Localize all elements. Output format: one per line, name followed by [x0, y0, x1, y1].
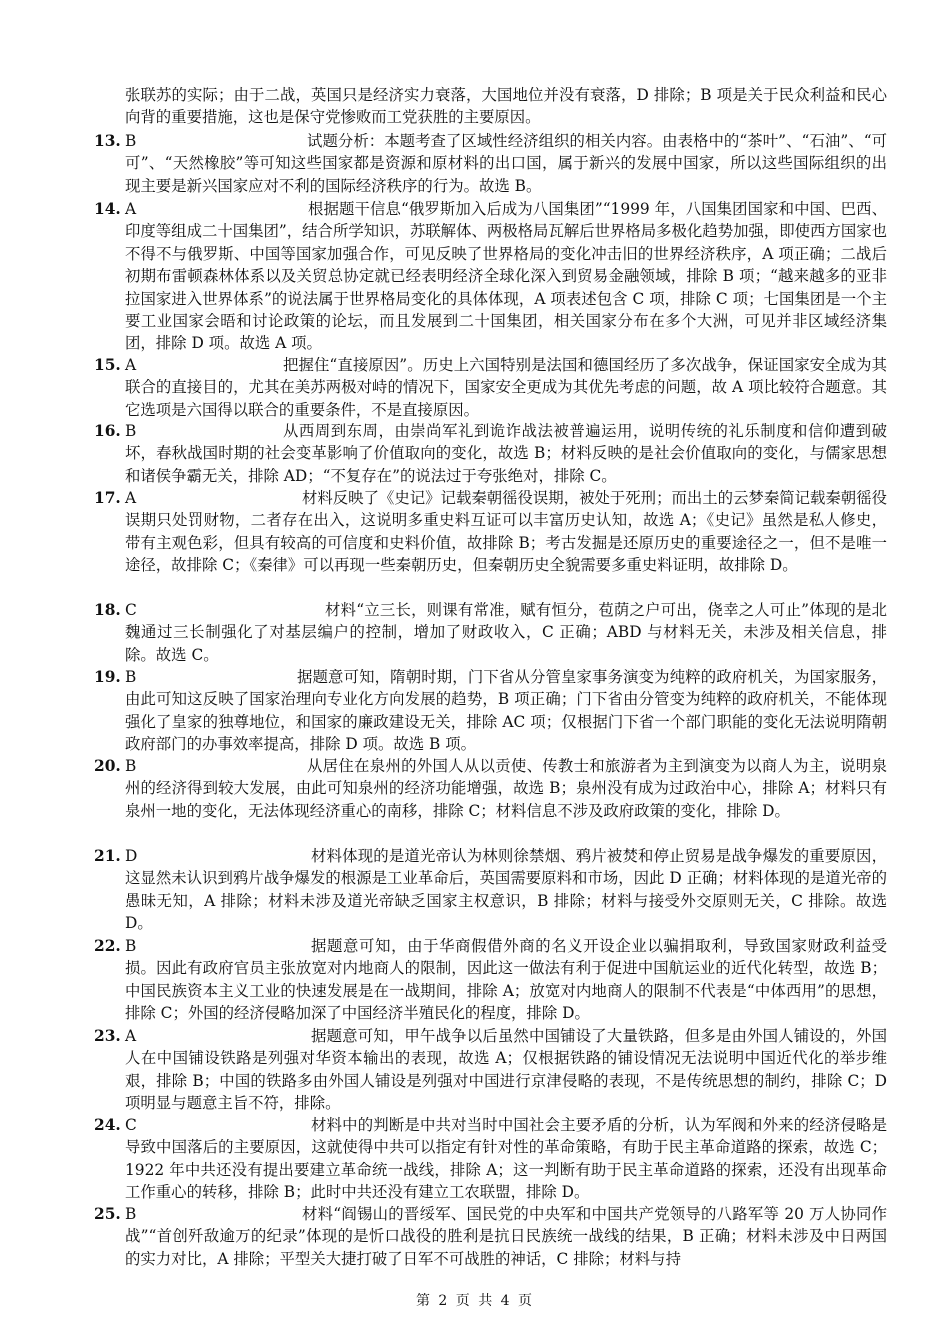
answer-item-24 [94, 1114, 887, 1204]
answer-item-21 [94, 845, 887, 935]
item-explanation: 从居住在泉州的外国人从以贡使、传教士和旅游者为主到演变为以商人为主，说明泉州的经济得到较大发展，由此可知泉州的经济功能增强，故选 B；泉州没有成为过政治中心，排除 A；材料只有泉州一地的变化，无法体现经济重心的南移，排除 C；材料信息不涉及政府政策的变化，排除 D。 [125, 757, 887, 820]
item-answer: B [125, 132, 137, 150]
answer-item-23 [94, 1025, 887, 1115]
item-explanation: 据题意可知，由于华商假借外商的名义开设企业以骗捐取利，导致国家财政利益受损。因此有政府官员主张放宽对内地商人的限制，因此这一做法有利于促进中国航运业的近代化转型，故选 B；中国民族资本主义工业的快速发展是在一战期间，排除 A；放宽对内地商人的限制不代表是“中体西用”的思想，排除 C；外国的经济侵略加深了中国经济半殖民化的程度，排除 D。 [125, 937, 887, 1023]
answer-item-22 [94, 935, 887, 1025]
item-number: 24. [94, 1116, 121, 1134]
item-number: 19. [94, 668, 121, 686]
item-answer: A [125, 1027, 137, 1045]
item-explanation: 材料中的判断是中共对当时中国社会主要矛盾的分析，认为军阀和外来的经济侵略是导致中国落后的主要原因，这就使得中共可以指定有针对性的革命策略，有助于民主革命道路的探索，故选 C；1922 年中共还没有提出要建立革命统一战线，排除 A；这一判断有助于民主革命道路的探索，还没有出现革命工作重心的转移，排除 B；此时中共还没有建立工农联盟，排除 D。 [125, 1116, 887, 1202]
answer-item-25 [94, 1203, 887, 1270]
answer-item-13 [94, 130, 887, 197]
item-number: 14. [94, 200, 121, 218]
item-explanation: 把握住“直接原因”。历史上六国特别是法国和德国经历了多次战争，保证国家安全成为其联合的直接目的，尤其在美苏两极对峙的情况下，国家安全更成为其优先考虑的问题，故 A 项比较符合题意。其它选项是六国得以联合的重要条件，不是直接原因。 [125, 356, 887, 419]
item-number: 13. [94, 132, 121, 150]
item-number: 18. [94, 601, 121, 619]
item-answer: A [125, 356, 137, 374]
continuation-paragraph: 张联苏的实际；由于二战，英国只是经济实力衰落，大国地位并没有衰落，D 排除；B 项是关于民众利益和民心向背的重要措施，这也是保守党惨败而工党获胜的主要原因。 [125, 86, 887, 127]
item-answer: B [125, 1205, 137, 1223]
item-explanation: 试题分析：本题考查了区域性经济组织的相关内容。由表格中的“茶叶”、“石油”、“可可”、“天然橡胶”等可知这些国家都是资源和原材料的出口国，属于新兴的发展中国家，所以这些国际组织的出现主要是新兴国家应对不利的国际经济秩序的行为。故选 B。 [125, 132, 887, 195]
item-number: 23. [94, 1027, 121, 1045]
item-answer: A [125, 489, 137, 507]
item-explanation: 材料“立三长，则课有常准，赋有恒分，苞荫之户可出，侥幸之人可止”体现的是北魏通过三长制强化了对基层编户的控制，增加了财政收入，C 正确；ABD 与材料无关，未涉及相关信息，排除。故选 C。 [125, 601, 887, 664]
answer-item-15 [94, 354, 887, 421]
item-number: 22. [94, 937, 121, 955]
page-footer: 第 2 页 共 4 页 [415, 1293, 535, 1309]
item-answer: C [125, 1116, 137, 1134]
answer-item-20 [94, 755, 887, 822]
item-explanation: 材料体现的是道光帝认为林则徐禁烟、鸦片被焚和停止贸易是战争爆发的重要原因，这显然未认识到鸦片战争爆发的根源是工业革命后，英国需要原料和市场，因此 D 正确；材料体现的是道光帝的愚昧无知，A 排除；材料未涉及道光帝缺乏国家主权意识，B 排除；材料与接受外交原则无关，C 排除。故选 D。 [125, 847, 887, 933]
item-number: 21. [94, 847, 121, 865]
item-answer: D [125, 847, 138, 865]
item-explanation: 材料“阎锡山的晋绥军、国民党的中央军和中国共产党领导的八路军等 20 万人协同作战”“首创歼敌逾万的纪录”体现的是忻口战役的胜利是抗日民族统一战线的结果，B 正确；材料未涉及中日两国的实力对比，A 排除；平型关大捷打破了日军不可战胜的神话，C 排除；材料与持 [125, 1205, 887, 1268]
item-explanation: 材料反映了《史记》记载秦朝徭役误期，被处于死刑；而出土的云梦秦简记载秦朝徭役误期只处罚财物，二者存在出入，这说明多重史料互证可以丰富历史认知，故选 A；《史记》虽然是私人修史，带有主观色彩，但具有较高的可信度和史料价值，故排除 B；考古发掘是还原历史的重要途径之一，但不是唯一途径，故排除 C；《秦律》可以再现一些秦朝历史，但秦朝历史全貌需要多重史料证明，故排除 D。 [125, 489, 887, 575]
answer-item-16 [94, 420, 887, 487]
item-answer: B [125, 422, 137, 440]
answer-item-14 [94, 198, 887, 355]
item-answer: B [125, 937, 137, 955]
item-answer: A [125, 200, 137, 218]
item-explanation: 从西周到东周，由崇尚军礼到诡诈战法被普遍运用，说明传统的礼乐制度和信仰遭到破坏，春秋战国时期的社会变革影响了价值取向的变化，故选 B；材料反映的是社会价值取向的变化，与儒家思想和诸侯争霸无关，排除 AD；“不复存在”的说法过于夸张绝对，排除 C。 [125, 422, 887, 485]
item-number: 25. [94, 1205, 121, 1223]
item-explanation: 据题意可知，甲午战争以后虽然中国铺设了大量铁路，但多是由外国人铺设的，外国人在中国铺设铁路是列强对华资本输出的表现，故选 A；仅根据铁路的铺设情况无法说明中国近代化的举步维艰，排除 B；中国的铁路多由外国人铺设是列强对中国进行京津侵略的表现，不是传统思想的制约，排除 C；D 项明显与题意主旨不符，排除。 [125, 1027, 887, 1113]
answer-item-17 [94, 487, 887, 577]
item-answer: C [125, 601, 137, 619]
answer-item-19 [94, 666, 887, 756]
item-explanation: 根据题干信息“俄罗斯加入后成为八国集团”“1999 年，八国集团国家和中国、巴西、印度等组成二十国集团”，结合所学知识，苏联解体、两极格局瓦解后世界格局多极化趋势加强，即使西方国家也不得不与俄罗斯、中国等国家加强合作，可见反映了世界格局的变化冲击旧的世界经济秩序，A 项正确；二战后初期布雷顿森林体系以及关贸总协定就已经表明经济全球化深入到贸易金融领域，排除 B 项；“越来越多的亚非拉国家进入世界体系”的说法属于世界格局变化的具体体现，A 项表述包含 C 项，排除 C 项；七国集团是一个主要工业国家会晤和讨论政策的论坛，而且发展到二十国集团，相关国家分布在多个大洲，可见并非区域经济集团，排除 D 项。故选 A 项。 [125, 200, 888, 353]
item-number: 16. [94, 422, 121, 440]
item-explanation: 据题意可知，隋朝时期，门下省从分管皇家事务演变为纯粹的政府机关，为国家服务，由此可知这反映了国家治理向专业化方向发展的趋势，B 项正确；门下省由分管变为纯粹的政府机关，不能体现强化了皇家的独尊地位，和国家的廉政建设无关，排除 AC 项；仅根据门下省一个部门职能的变化无法说明隋朝政府部门的办事效率提高，排除 D 项。故选 B 项。 [125, 668, 887, 754]
item-answer: B [125, 668, 137, 686]
answer-item-18 [94, 599, 887, 666]
item-number: 15. [94, 356, 121, 374]
item-number: 20. [94, 757, 121, 775]
item-answer: B [125, 757, 137, 775]
item-number: 17. [94, 489, 121, 507]
